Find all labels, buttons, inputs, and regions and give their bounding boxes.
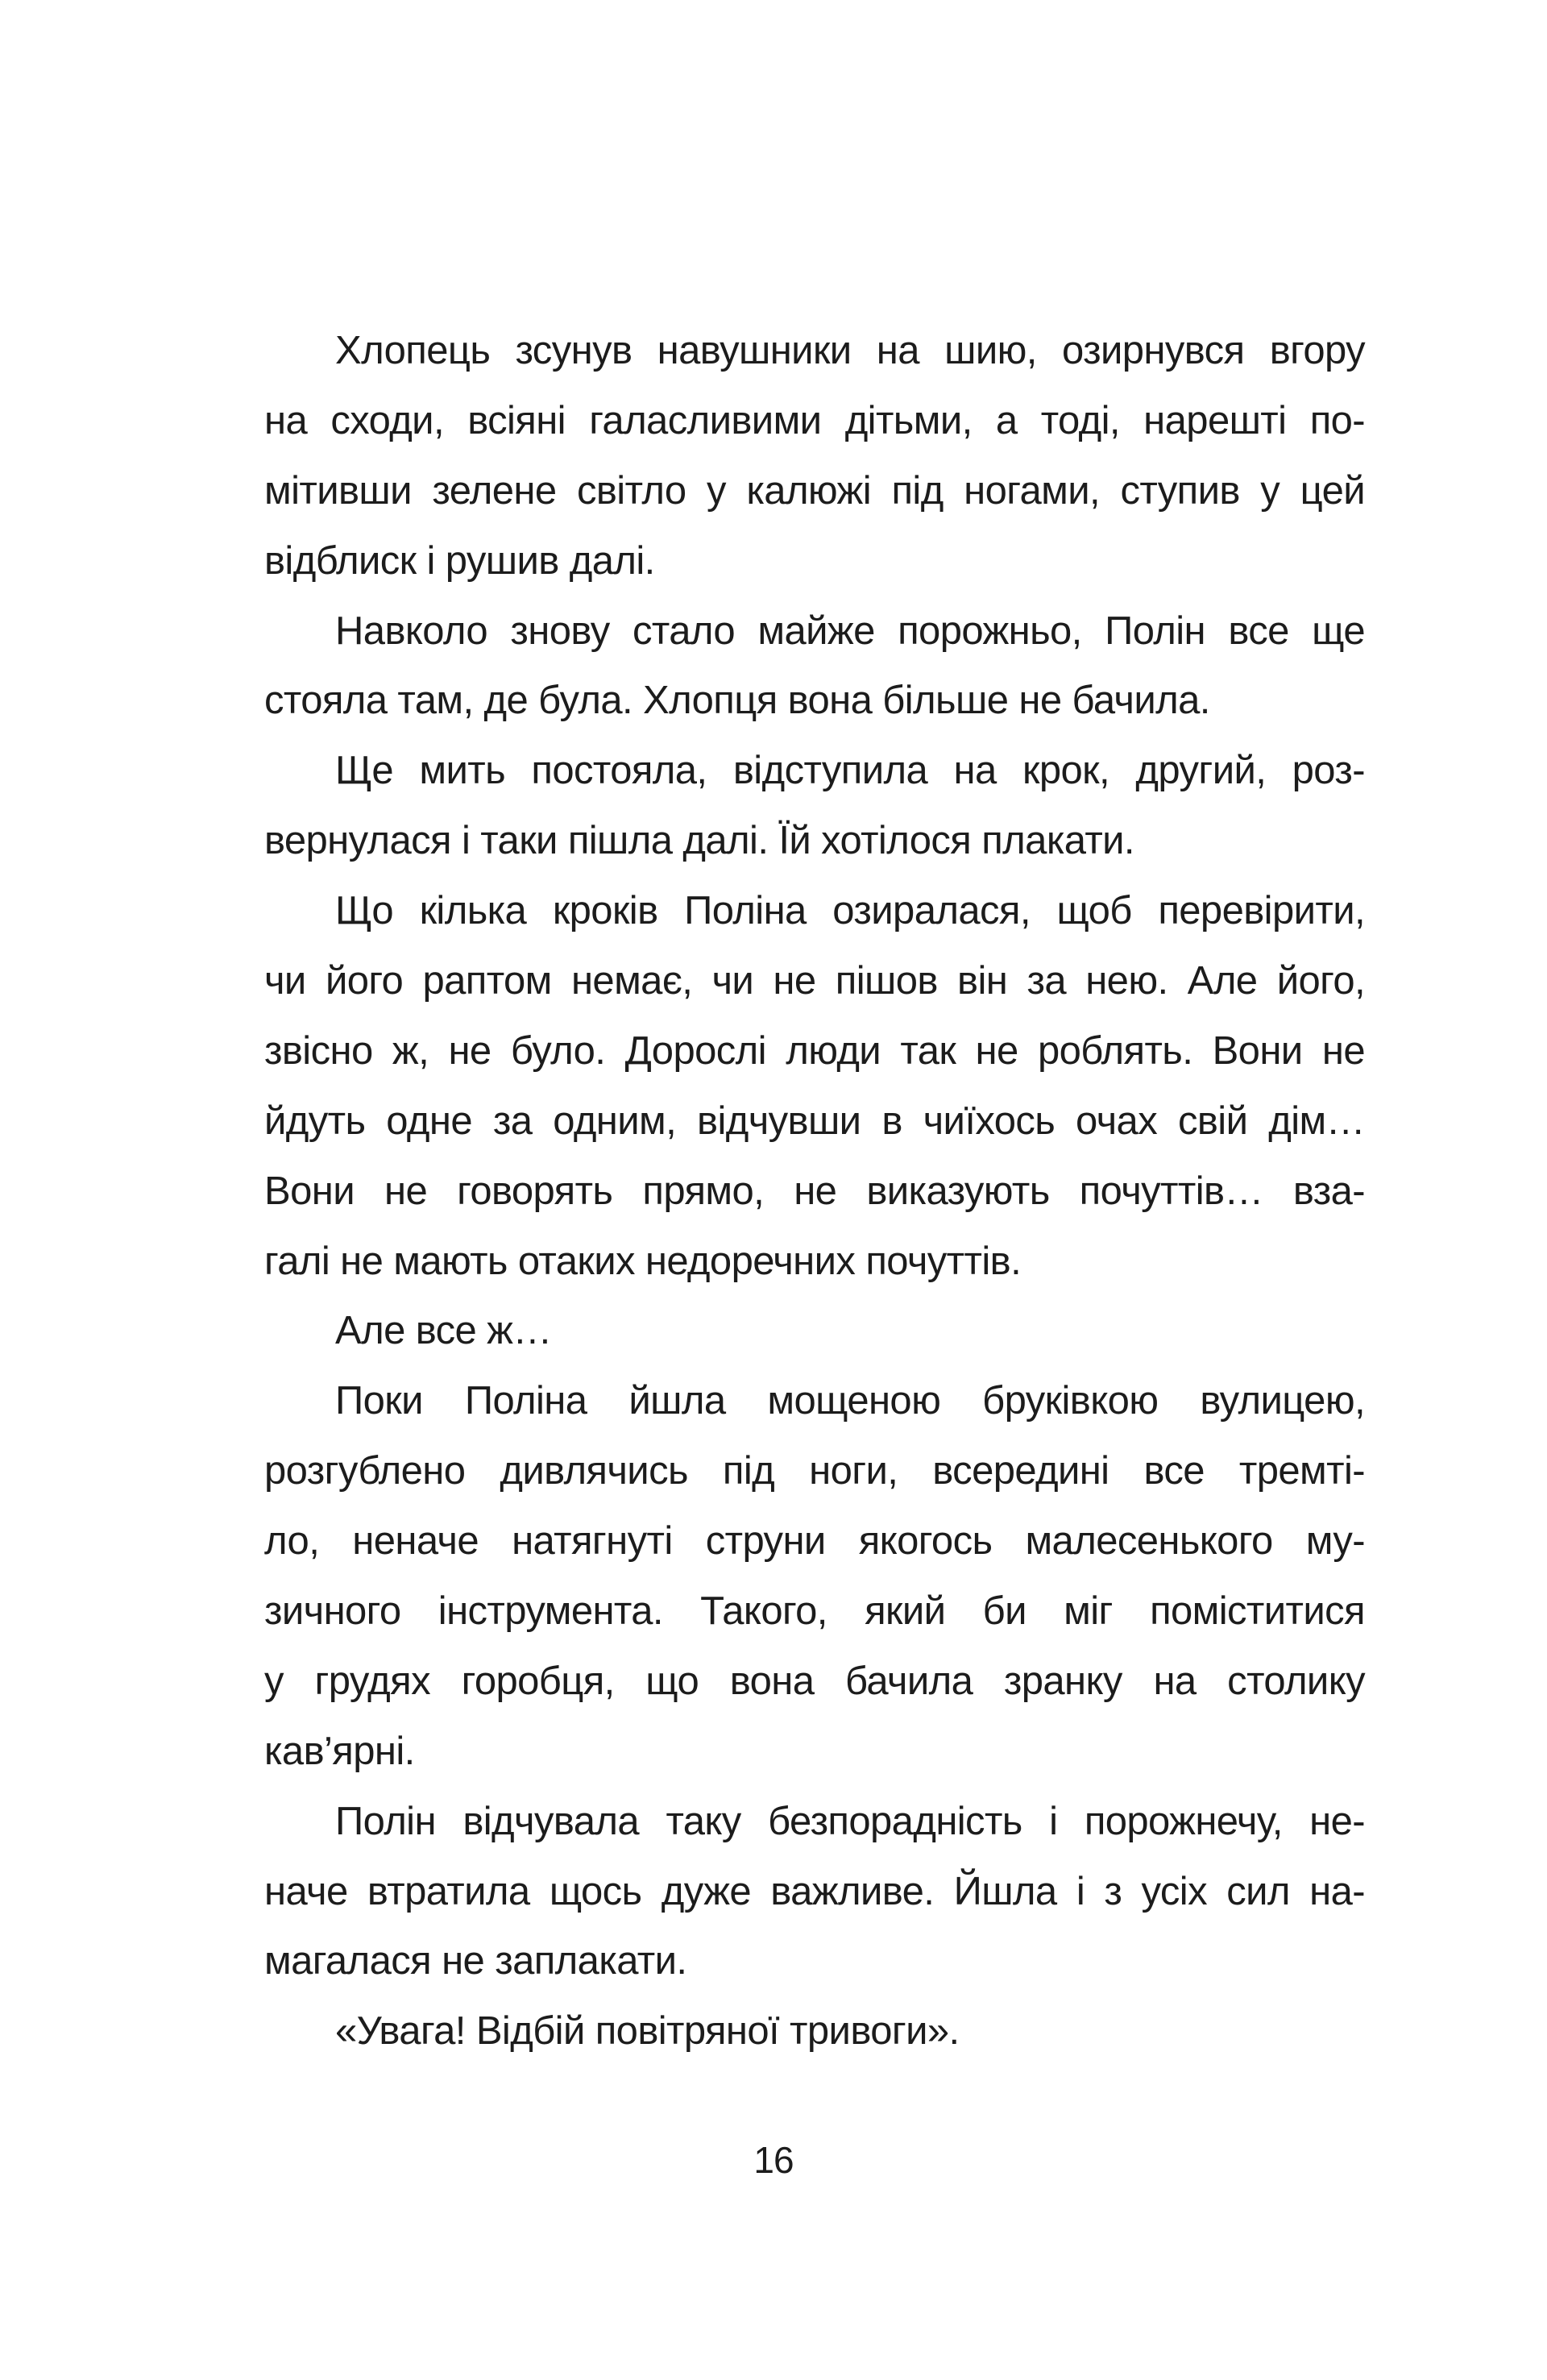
paragraph-first-line: Але все ж… bbox=[335, 1309, 552, 1353]
text-line: йдуть одне за одним, відчувши в чиїхось очах свій дім… bbox=[264, 1099, 1365, 1143]
page-number: 16 bbox=[753, 2139, 794, 2181]
paragraph-first-line: Ще мить постояла, відступила на крок, другий, роз- bbox=[335, 749, 1365, 793]
text-line: чи його раптом немає, чи не пішов він за нею. Але його, bbox=[264, 959, 1365, 1003]
text-line: мітивши зелене світло у калюжі під ногами, ступив у цей bbox=[264, 468, 1365, 513]
text-line: розгублено дивлячись під ноги, всередині все тремті- bbox=[264, 1449, 1365, 1493]
text-line: Вони не говорять прямо, не виказують почуттів… вза- bbox=[264, 1169, 1365, 1213]
text-line: зичного інструмента. Такого, який би міг поміститися bbox=[264, 1589, 1365, 1634]
paragraph-first-line: Хлопець зсунув навушники на шию, озирнувся вгору bbox=[335, 329, 1365, 372]
body-text bbox=[264, 316, 1365, 2066]
text-line: відблиск і рушив далі. bbox=[264, 538, 655, 583]
text-line: галі не мають отаких недоречних почуттів. bbox=[264, 1239, 1022, 1283]
text-line: звісно ж, не було. Дорослі люди так не роблять. Вони не bbox=[264, 1028, 1365, 1073]
text-line: магалася не заплакати. bbox=[264, 1939, 687, 1983]
paragraph-first-line: Поки Поліна йшла мощеною бруківкою вулицею, bbox=[335, 1379, 1365, 1423]
text-line: вернулася і таки пішла далі. Їй хотілося плакати. bbox=[264, 819, 1134, 863]
paragraph-first-line: Що кілька кроків Поліна озиралася, щоб перевірити, bbox=[335, 889, 1365, 933]
paragraph-first-line: Полін відчувала таку безпорадність і порожнечу, не- bbox=[335, 1799, 1365, 1843]
text-line: кав’ярні. bbox=[264, 1729, 415, 1773]
text-line: у грудях горобця, що вона бачила зранку на столику bbox=[264, 1659, 1365, 1703]
text-line: ло, неначе натягнуті струни якогось малесенького му- bbox=[264, 1519, 1365, 1564]
paragraph-first-line: Навколо знову стало майже порожньо, Полін все ще bbox=[335, 608, 1365, 653]
text-line: на сходи, всіяні галасливими дітьми, а тоді, нарешті по- bbox=[264, 398, 1365, 442]
text-line: стояла там, де була. Хлопця вона більше не бачила. bbox=[264, 679, 1210, 723]
text-line: наче втратила щось дуже важливе. Йшла і з усіх сил на- bbox=[264, 1869, 1365, 1913]
paragraph-first-line: «Увага! Відбій повітряної тривоги». bbox=[335, 2009, 960, 2054]
